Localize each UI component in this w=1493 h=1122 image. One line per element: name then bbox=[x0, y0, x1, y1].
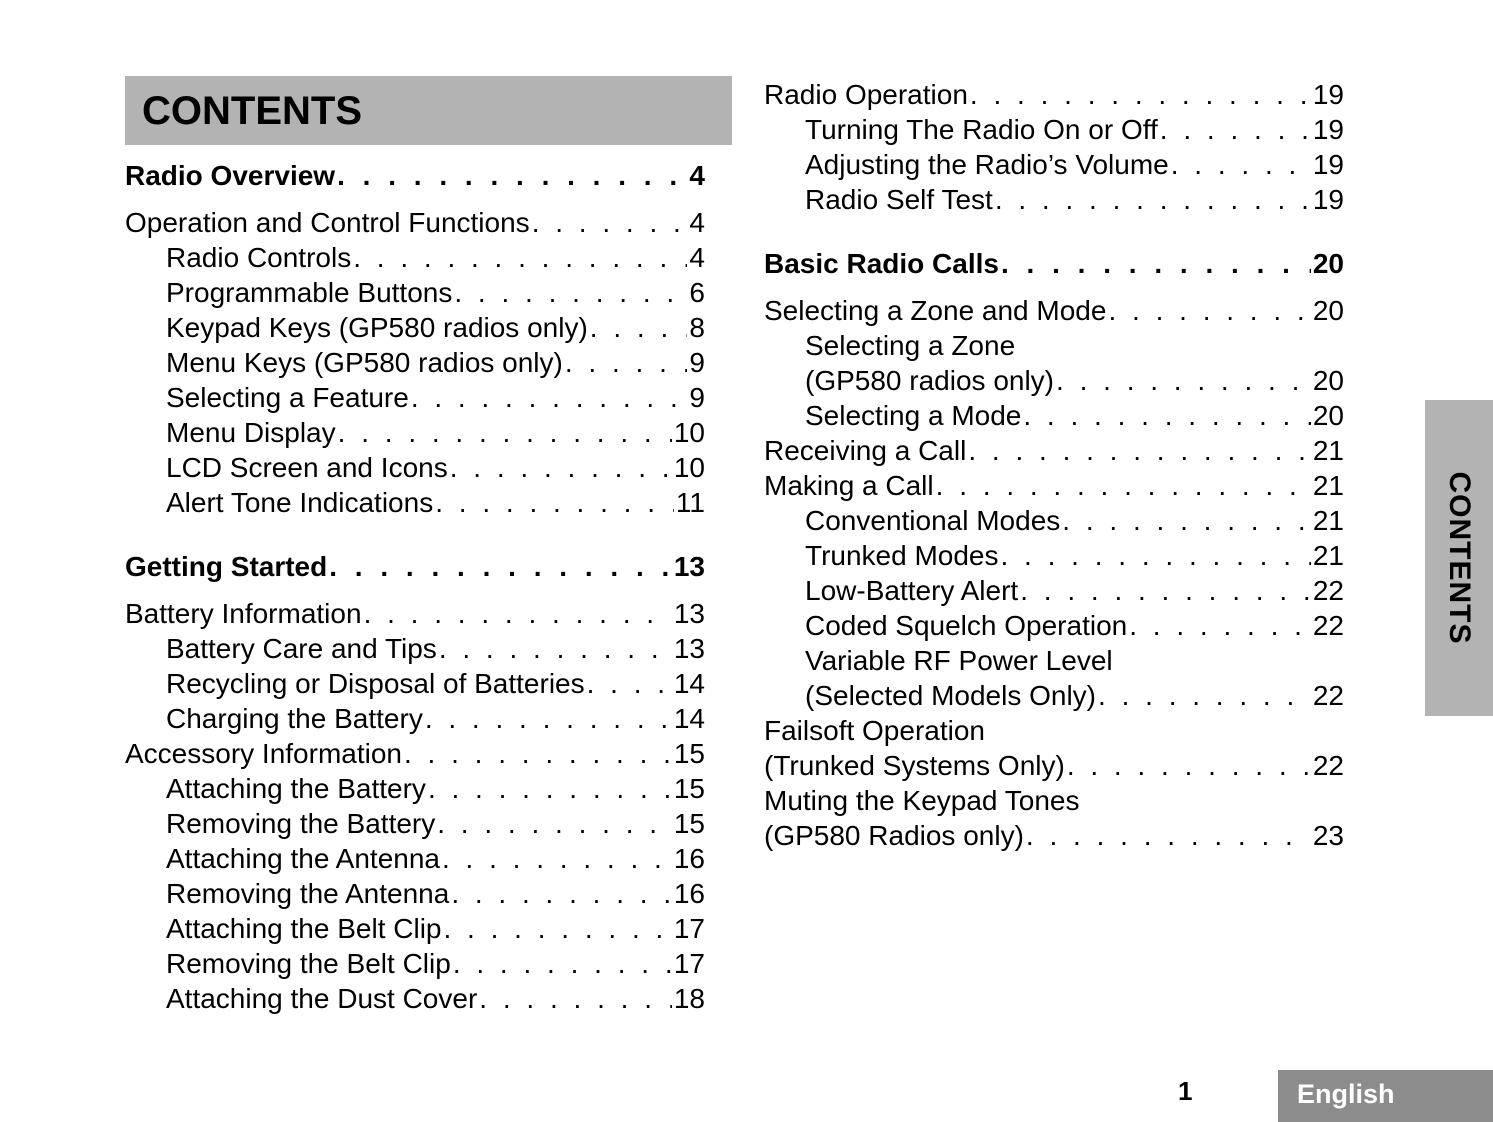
page-ref: 17 bbox=[673, 948, 705, 979]
toc-entry-selecting-zone-mode[interactable]: Selecting a Zone and Mode . . . 20 bbox=[764, 293, 1344, 328]
toc-entry-getting-started[interactable]: Getting Started . . . 13 bbox=[125, 549, 705, 584]
page-ref: 10 bbox=[673, 452, 705, 483]
toc-entry-muting-title[interactable]: Muting the Keypad Tones bbox=[764, 785, 1080, 816]
side-tab-label: CONTENTS bbox=[1443, 471, 1476, 645]
page-ref: 18 bbox=[673, 983, 705, 1014]
toc-entry-trunked-modes[interactable]: Trunked Modes . . . 21 bbox=[764, 538, 1344, 573]
page-ref: 13 bbox=[673, 598, 705, 629]
toc-entry-radio-controls[interactable]: Radio Controls . . . 4 bbox=[125, 240, 705, 275]
page-ref: 15 bbox=[673, 808, 705, 839]
toc-entry-self-test[interactable]: Radio Self Test . . . 19 bbox=[764, 182, 1344, 217]
page-ref: 22 bbox=[1312, 680, 1344, 711]
toc-entry-operation-control[interactable]: Operation and Control Functions . . . 4 bbox=[125, 205, 705, 240]
page-ref: 9 bbox=[689, 347, 705, 378]
toc-left-column bbox=[125, 158, 705, 1016]
page-ref: 21 bbox=[1312, 540, 1344, 571]
page-ref: 9 bbox=[689, 382, 705, 413]
toc-entry-selecting-feature[interactable]: Selecting a Feature . . . 9 bbox=[125, 380, 705, 415]
page-ref: 14 bbox=[673, 703, 705, 734]
page-title: CONTENTS bbox=[142, 89, 362, 133]
page-ref: 20 bbox=[1312, 365, 1344, 396]
toc-entry-attaching-belt-clip[interactable]: Attaching the Belt Clip . . . 17 bbox=[125, 911, 705, 946]
toc-entry-variable-rf-title[interactable]: Variable RF Power Level bbox=[805, 645, 1113, 676]
toc-entry-removing-belt-clip[interactable]: Removing the Belt Clip . . . 17 bbox=[125, 946, 705, 981]
page-ref: 14 bbox=[673, 668, 705, 699]
toc-entry-low-battery[interactable]: Low-Battery Alert . . . 22 bbox=[764, 573, 1344, 608]
toc-right-column bbox=[764, 77, 1344, 853]
page-ref: 21 bbox=[1312, 470, 1344, 501]
contents-header-bar bbox=[125, 76, 732, 145]
toc-entry-keypad-keys[interactable]: Keypad Keys (GP580 radios only) . . . 8 bbox=[125, 310, 705, 345]
page-ref: 22 bbox=[1312, 610, 1344, 641]
toc-entry-variable-rf[interactable]: (Selected Models Only) . . . 22 bbox=[764, 678, 1344, 713]
toc-entry-menu-display[interactable]: Menu Display . . . 10 bbox=[125, 415, 705, 450]
page-ref: 19 bbox=[1312, 79, 1344, 110]
toc-entry-removing-antenna[interactable]: Removing the Antenna . . . 16 bbox=[125, 876, 705, 911]
toc-entry-conventional-modes[interactable]: Conventional Modes . . . 21 bbox=[764, 503, 1344, 538]
toc-entry-menu-keys[interactable]: Menu Keys (GP580 radios only) . . . 9 bbox=[125, 345, 705, 380]
toc-entry-radio-operation[interactable]: Radio Operation . . . 19 bbox=[764, 77, 1344, 112]
toc-entry-adjusting-volume[interactable]: Adjusting the Radio’s Volume . . . 19 bbox=[764, 147, 1344, 182]
toc-entry-battery-care[interactable]: Battery Care and Tips . . . 13 bbox=[125, 631, 705, 666]
page-ref: 6 bbox=[689, 277, 705, 308]
toc-entry-attaching-antenna[interactable]: Attaching the Antenna . . . 16 bbox=[125, 841, 705, 876]
toc-entry-selecting-zone-title[interactable]: Selecting a Zone bbox=[805, 330, 1016, 361]
page-ref: 20 bbox=[1312, 248, 1344, 279]
page-ref: 15 bbox=[673, 773, 705, 804]
toc-entry-muting[interactable]: (GP580 Radios only) . . . 23 bbox=[764, 818, 1344, 853]
toc-entry-selecting-zone[interactable]: (GP580 radios only) . . . 20 bbox=[764, 363, 1344, 398]
page-ref: 4 bbox=[689, 207, 705, 238]
toc-entry-failsoft[interactable]: (Trunked Systems Only) . . . 22 bbox=[764, 748, 1344, 783]
toc-entry-recycling[interactable]: Recycling or Disposal of Batteries . . . 14 bbox=[125, 666, 705, 701]
page-ref: 11 bbox=[675, 487, 705, 518]
toc-entry-programmable-buttons[interactable]: Programmable Buttons . . . 6 bbox=[125, 275, 705, 310]
contents-side-tab[interactable] bbox=[1425, 400, 1493, 716]
page-ref: 4 bbox=[689, 160, 705, 191]
page-ref: 21 bbox=[1312, 435, 1344, 466]
toc-entry-battery-information[interactable]: Battery Information . . . 13 bbox=[125, 596, 705, 631]
toc-entry-turning-on-off[interactable]: Turning The Radio On or Off . . . 19 bbox=[764, 112, 1344, 147]
toc-entry-accessory-information[interactable]: Accessory Information . . . 15 bbox=[125, 736, 705, 771]
toc-entry-charging[interactable]: Charging the Battery . . . 14 bbox=[125, 701, 705, 736]
page-number: 1 bbox=[1178, 1076, 1193, 1106]
page-ref: 15 bbox=[673, 738, 705, 769]
toc-entry-attaching-dust-cover[interactable]: Attaching the Dust Cover . . . 18 bbox=[125, 981, 705, 1016]
page-ref: 19 bbox=[1312, 114, 1344, 145]
page-ref: 13 bbox=[673, 633, 705, 664]
page-ref: 21 bbox=[1312, 505, 1344, 536]
page-ref: 22 bbox=[1312, 575, 1344, 606]
page-ref: 17 bbox=[673, 913, 705, 944]
toc-entry-failsoft-title[interactable]: Failsoft Operation bbox=[764, 715, 985, 746]
page-ref: 10 bbox=[673, 417, 705, 448]
page-ref: 8 bbox=[689, 312, 705, 343]
page-ref: 16 bbox=[673, 843, 705, 874]
page-ref: 23 bbox=[1312, 820, 1344, 851]
toc-entry-coded-squelch[interactable]: Coded Squelch Operation . . . 22 bbox=[764, 608, 1344, 643]
page-ref: 13 bbox=[673, 551, 705, 582]
page-ref: 19 bbox=[1312, 184, 1344, 215]
toc-entry-selecting-mode[interactable]: Selecting a Mode . . . 20 bbox=[764, 398, 1344, 433]
page-ref: 20 bbox=[1312, 295, 1344, 326]
page-ref: 4 bbox=[689, 242, 705, 273]
toc-entry-basic-calls[interactable]: Basic Radio Calls . . . 20 bbox=[764, 246, 1344, 281]
page-ref: 16 bbox=[673, 878, 705, 909]
page-ref: 22 bbox=[1312, 750, 1344, 781]
toc-entry-removing-battery[interactable]: Removing the Battery . . . 15 bbox=[125, 806, 705, 841]
page-ref: 20 bbox=[1312, 400, 1344, 431]
toc-entry-radio-overview[interactable]: Radio Overview . . . 4 bbox=[125, 158, 705, 193]
toc-entry-alert-tone[interactable]: Alert Tone Indications . . . 11 bbox=[125, 485, 705, 520]
page-ref: 19 bbox=[1312, 149, 1344, 180]
toc-entry-attaching-battery[interactable]: Attaching the Battery . . . 15 bbox=[125, 771, 705, 806]
toc-entry-receiving-call[interactable]: Receiving a Call . . . 21 bbox=[764, 433, 1344, 468]
language-label: English bbox=[1297, 1079, 1395, 1109]
toc-entry-lcd-screen[interactable]: LCD Screen and Icons . . . 10 bbox=[125, 450, 705, 485]
language-tab[interactable] bbox=[1278, 1070, 1493, 1122]
toc-entry-making-call[interactable]: Making a Call . . . 21 bbox=[764, 468, 1344, 503]
